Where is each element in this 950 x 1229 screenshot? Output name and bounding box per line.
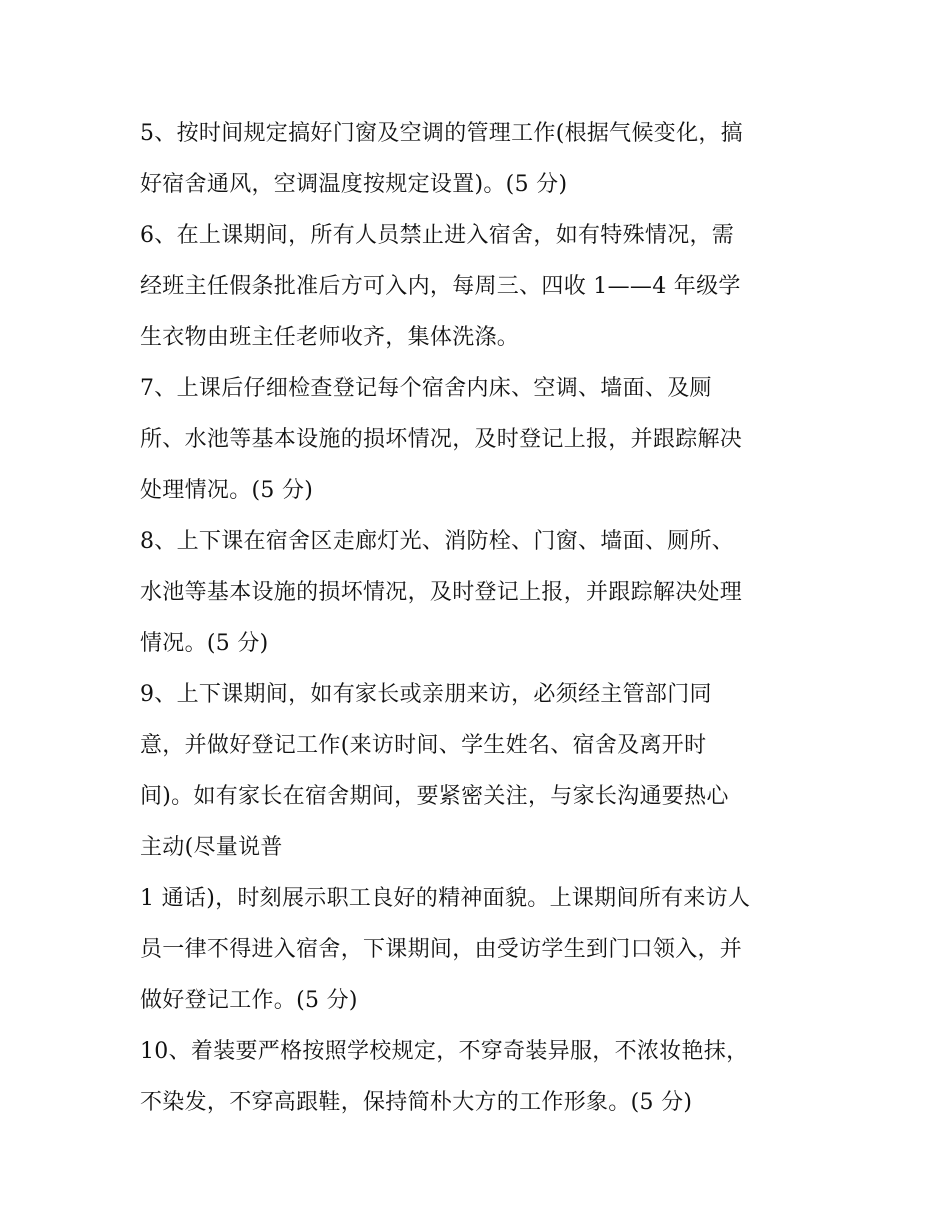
text-line: 5、按时间规定搞好门窗及空调的管理工作(根据气候变化，搞 — [140, 121, 743, 146]
text-line: 10、着装要严格按照学校规定，不穿奇装异服，不浓妆艳抹， — [140, 1039, 749, 1064]
text-line: 好宿舍通风，空调温度按规定设置)。(5 分) — [140, 172, 568, 197]
document-body — [140, 108, 820, 1128]
text-line: 所、水池等基本设施的损坏情况，及时登记上报，并跟踪解决 — [140, 427, 743, 452]
text-line: 8、上下课在宿舍区走廊灯光、消防栓、门窗、墙面、厕所、 — [140, 529, 735, 554]
text-line: 意，并做好登记工作(来访时间、学生姓名、宿舍及离开时 — [140, 733, 707, 758]
text-line: 做好登记工作。(5 分) — [140, 988, 358, 1013]
text-line: 不染发，不穿高跟鞋，保持简朴大方的工作形象。(5 分) — [140, 1090, 693, 1115]
text-line: 间)。如有家长在宿舍期间，要紧密关注，与家长沟通要热心 — [140, 784, 729, 809]
text-line: 7、上课后仔细检查登记每个宿舍内床、空调、墙面、及厕 — [140, 376, 712, 401]
text-line: 主动(尽量说普 — [140, 835, 283, 860]
text-line: 9、上下课期间，如有家长或亲朋来访，必须经主管部门同 — [140, 682, 712, 707]
text-line: 处理情况。(5 分) — [140, 478, 314, 503]
text-line: 生衣物由班主任老师收齐，集体洗涤。 — [140, 325, 520, 350]
text-line: 员一律不得进入宿舍，下课期间，由受访学生到门口领入，并 — [140, 937, 743, 962]
text-line: 6、在上课期间，所有人员禁止进入宿舍，如有特殊情况，需 — [140, 223, 735, 248]
text-line: 经班主任假条批准后方可入内，每周三、四收 1——4 年级学 — [140, 274, 741, 299]
text-line: 水池等基本设施的损坏情况，及时登记上报，并跟踪解决处理 — [140, 580, 743, 605]
text-line: 情况。(5 分) — [140, 631, 269, 656]
text-line: 1 通话)，时刻展示职工良好的精神面貌。上课期间所有来访人 — [140, 886, 751, 911]
